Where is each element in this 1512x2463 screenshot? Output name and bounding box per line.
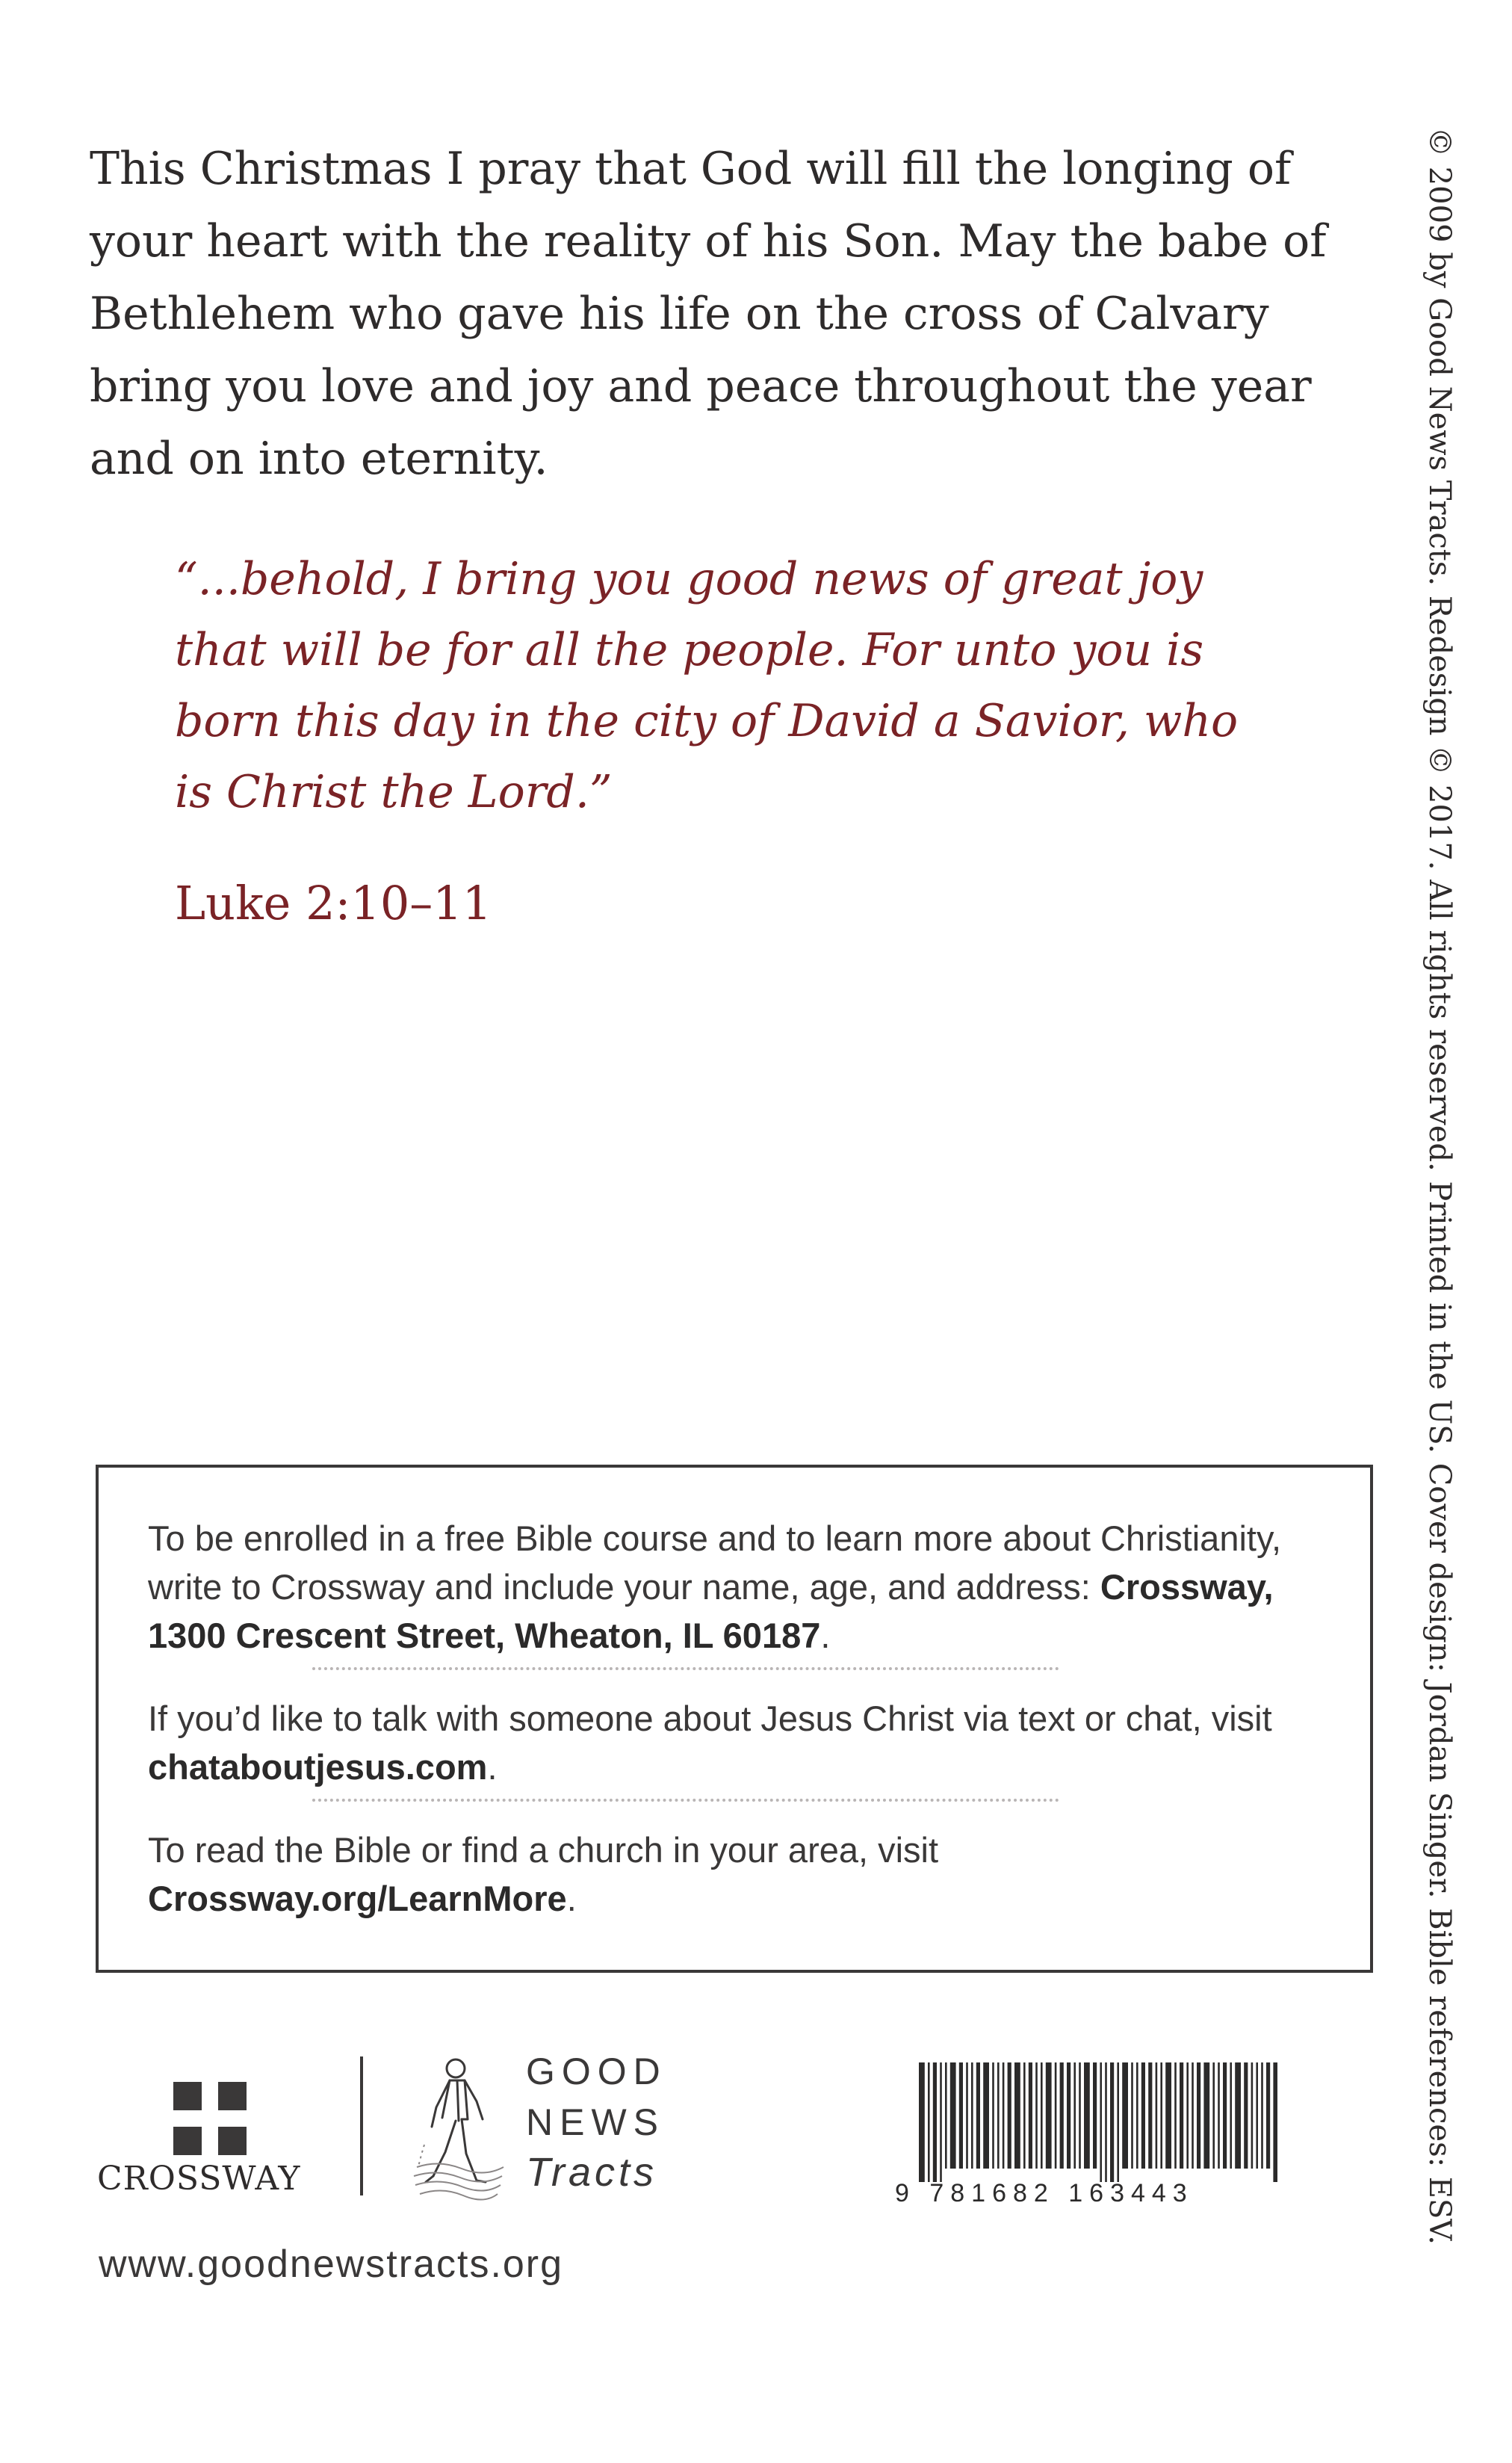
barcode-bar [1266,2062,1270,2169]
barcode-bars [919,2062,1277,2182]
barcode-bar [1067,2062,1071,2169]
barcode-bar [1008,2062,1011,2169]
barcode-bar [933,2062,937,2182]
barcode-bar [1060,2062,1064,2169]
barcode-bar [1029,2062,1032,2169]
barcode-bar [976,2062,980,2169]
barcode-bar [1084,2062,1090,2169]
barcode-bar [997,2062,1000,2169]
info-bible-course [148,1514,1321,1660]
chat-link[interactable]: chataboutjesus.com [148,1747,488,1787]
gnt-line-good: GOOD [526,2051,667,2092]
barcode-bar [1174,2062,1177,2169]
walking-man-icon [409,2055,506,2201]
info-chat [148,1694,1321,1791]
info-bible-course-end: . [820,1616,831,1655]
isbn-barcode [889,2062,1277,2204]
barcode-bar [1073,2062,1076,2169]
gnt-line-tracts: Tracts [526,2150,657,2195]
barcode-bar [1079,2062,1081,2169]
barcode-bar [1192,2062,1194,2169]
barcode-bar [1014,2062,1020,2169]
info-chat-text: If you’d like to talk with someone about Jesus Christ via text or chat, visit [148,1699,1272,1738]
barcode-bar [1244,2062,1248,2169]
crossway-logo [96,2055,320,2204]
barcode-digits: 9 781682 163443 [895,2179,1194,2204]
barcode-bar [1180,2062,1183,2169]
barcode-bar [1136,2062,1138,2169]
barcode-bar [1273,2062,1277,2182]
barcode-bar [1256,2062,1258,2169]
barcode-bar [1046,2062,1052,2169]
crossway-wordmark: CROSSWAY [97,2160,301,2198]
dotted-separator [312,1667,1059,1670]
barcode-bar [1261,2062,1263,2169]
barcode-bar [1105,2062,1107,2182]
barcode-bar [1197,2062,1200,2169]
barcode-bar [1093,2062,1097,2169]
barcode-bar [971,2062,973,2169]
info-chat-end: . [487,1747,498,1787]
info-bible-course-text: To be enrolled in a free Bible course and to learn more about Christianity, write to Crossway and include your name, age, and address: [148,1518,1282,1607]
barcode-bar [1251,2062,1254,2169]
barcode-bar [940,2062,942,2182]
gnt-line-news: NEWS [526,2101,665,2143]
barcode-bar [1186,2062,1189,2169]
barcode-bar [1003,2062,1005,2169]
barcode-bar [1100,2062,1102,2182]
barcode-bar [983,2062,989,2169]
barcode-bar [950,2062,956,2169]
barcode-bar [1041,2062,1043,2169]
info-box [96,1465,1373,1973]
barcode-bar [1156,2062,1158,2169]
crossway-square-icon [218,2082,247,2110]
copyright-sidebar: © 2009 by Good News Tracts. Redesign © 2017. All rights reserved. Printed in the US. Cover design: Jordan Singer. Bible references: ESV. [1422,127,1457,2246]
barcode-bar [1122,2062,1128,2169]
barcode-bar [1203,2062,1209,2169]
barcode-bar [1035,2062,1038,2169]
barcode-bar [1218,2062,1220,2169]
intro-paragraph: This Christmas I pray that God will fill the longing of your heart with the reality of his Son. May the babe of Bethlehem who gave his life on the cross of Calvary bring you love and joy and peace throughout the year and on into eternity. [90,143,1327,485]
barcode-bar [1148,2062,1152,2169]
barcode-bar [992,2062,994,2169]
barcode-bar [959,2062,963,2169]
barcode-bar [1055,2062,1057,2169]
scripture-quote: “...behold, I bring you good news of great joy that will be for all the people. For unto you is born this day in the city of David a Savior, who is Christ the Lord.” [175,553,1239,818]
barcode-bar [945,2062,947,2169]
barcode-bar [1131,2062,1133,2169]
info-church-end: . [566,1879,577,1918]
barcode-bar [1212,2062,1215,2169]
good-news-tracts-logo [526,2046,667,2197]
barcode-bar [966,2062,968,2169]
barcode-bar [928,2062,930,2182]
barcode-bar [1141,2062,1145,2169]
info-church [148,1826,1321,1923]
crossway-address: Crossway, 1300 Crescent Street, Wheaton, IL 60187 [148,1567,1274,1655]
barcode-bar [1023,2062,1026,2169]
logo-divider [360,2056,363,2195]
barcode-bar [919,2062,925,2182]
barcode-bar [1160,2062,1162,2169]
barcode-bar [1235,2062,1241,2169]
barcode-bar [1110,2062,1114,2182]
website-url[interactable]: www.goodnewstracts.org [99,2243,564,2286]
barcode-bar [1117,2062,1119,2182]
info-church-text: To read the Bible or find a church in your area, visit [148,1830,939,1870]
barcode-bar [1165,2062,1171,2169]
crossway-square-icon [218,2127,247,2155]
crossway-square-icon [173,2127,202,2155]
learnmore-link[interactable]: Crossway.org/LearnMore [148,1879,567,1918]
barcode-bar [1223,2062,1227,2169]
crossway-square-icon [173,2082,202,2110]
barcode-bar [1230,2062,1232,2169]
dotted-separator [312,1799,1059,1802]
scripture-reference: Luke 2:10–11 [175,876,492,930]
